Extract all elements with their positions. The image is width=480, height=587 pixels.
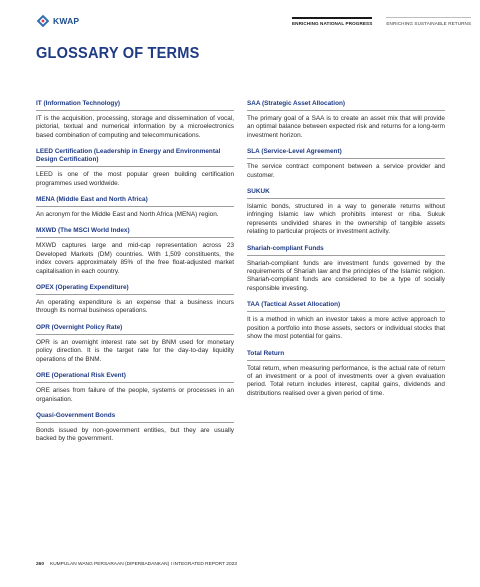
- glossary-term: [36, 98, 234, 140]
- term-definition: An operating expenditure is an expense that a business incurs through its normal business operations.: [36, 299, 234, 315]
- page-title: GLOSSARY OF TERMS: [36, 45, 200, 62]
- tab-enriching-sustainable-returns[interactable]: ENRICHING SUSTAINABLE RETURNS: [386, 17, 471, 26]
- term-title: OPR (Overnight Policy Rate): [36, 322, 234, 335]
- page-footer: [36, 562, 237, 567]
- term-definition: OPR is an overnight interest rate set by BNM used for monetary policy direction. It is the target rate for the day-to-day liquidity operations of the BNM.: [36, 338, 234, 363]
- term-title: Shariah-compliant Funds: [247, 243, 445, 256]
- glossary-term: [247, 146, 445, 180]
- term-title: TAA (Tactical Asset Allocation): [247, 299, 445, 312]
- term-definition: ORE arises from failure of the people, systems or processes in an organisation.: [36, 387, 234, 403]
- term-title: SAA (Strategic Asset Allocation): [247, 98, 445, 111]
- glossary-term: [247, 299, 445, 341]
- term-definition: The primary goal of a SAA is to create an asset mix that will provide an optimal balance between expected risk and returns for a long-term investment horizon.: [247, 115, 445, 139]
- term-definition: LEED is one of the most popular green building certification programmes used worldwide.: [36, 171, 234, 187]
- term-title: LEED Certification (Leadership in Energy and Environmental Design Certification): [36, 146, 234, 167]
- kwap-logo-text: KWAP: [53, 16, 80, 26]
- term-title: SUKUK: [247, 186, 445, 199]
- glossary-term: [36, 194, 234, 219]
- term-title: MXWD (The MSCI World Index): [36, 225, 234, 238]
- glossary-term: [36, 146, 234, 188]
- glossary-term: [247, 98, 445, 140]
- term-title: MENA (Middle East and North Africa): [36, 194, 234, 207]
- term-title: IT (Information Technology): [36, 98, 234, 111]
- glossary-term: [36, 410, 234, 444]
- term-definition: IT is the acquisition, processing, storage and dissemination of vocal, pictorial, textual and numerical information by a microelectronics based combination of computing and telecommunications.: [36, 115, 234, 139]
- term-definition: Shariah-compliant funds are investment funds governed by the requirements of Shariah law and the principles of the Islamic religion. Shariah-compliant funds are considered to be a type of socially responsible investing.: [247, 259, 445, 292]
- term-definition: MXWD captures large and mid-cap representation across 23 Developed Markets (DM) countries. With 1,509 constituents, the index covers approximately 85% of the free float-adjusted market capitalisation in each country.: [36, 242, 234, 275]
- term-title: OPEX (Operating Expenditure): [36, 282, 234, 295]
- glossary-right-column: [247, 98, 445, 404]
- glossary-term: [247, 186, 445, 237]
- term-title: Quasi-Government Bonds: [36, 410, 234, 423]
- header-nav: [292, 17, 471, 26]
- glossary-term: [36, 225, 234, 276]
- glossary-term: [247, 348, 445, 399]
- term-title: SLA (Service-Level Agreement): [247, 146, 445, 159]
- term-definition: The service contract component between a service provider and customer.: [247, 163, 445, 179]
- page-number: 260: [36, 562, 45, 567]
- footer-report-title: KUMPULAN WANG PERSARAAN (DIPERBADANKAN) I INTEGRATED REPORT 2023: [50, 562, 237, 567]
- term-definition: Islamic bonds, structured in a way to generate returns without infringing Islamic law which prohibits interest or riba. Sukuk represents undivided shares in the ownership of tangible assets relating to particular projects or investment activity.: [247, 203, 445, 236]
- term-title: Total Return: [247, 348, 445, 361]
- glossary-term: [36, 282, 234, 316]
- term-title: ORE (Operational Risk Event): [36, 370, 234, 383]
- glossary-term: [36, 322, 234, 364]
- glossary-term: [36, 370, 234, 404]
- kwap-logo-mark-icon: [36, 14, 50, 28]
- glossary-term: [247, 243, 445, 294]
- term-definition: Total return, when measuring performance, is the actual rate of return of an investment or a pool of investments over a given evaluation period. Total return includes interest, capital gains, dividends and distributions realised over a given period of time.: [247, 364, 445, 397]
- term-definition: Bonds issued by non-government entities, but they are usually backed by the government.: [36, 426, 234, 443]
- term-definition: An acronym for the Middle East and North Africa (MENA) region.: [36, 211, 219, 219]
- kwap-logo: [36, 14, 79, 28]
- term-definition: It is a method in which an investor takes a more active approach to position a portfolio into those assets, sectors or individual stocks that show the most potential for gains.: [247, 316, 445, 341]
- glossary-left-column: [36, 98, 234, 450]
- tab-enriching-national-progress[interactable]: ENRICHING NATIONAL PROGRESS: [292, 17, 372, 26]
